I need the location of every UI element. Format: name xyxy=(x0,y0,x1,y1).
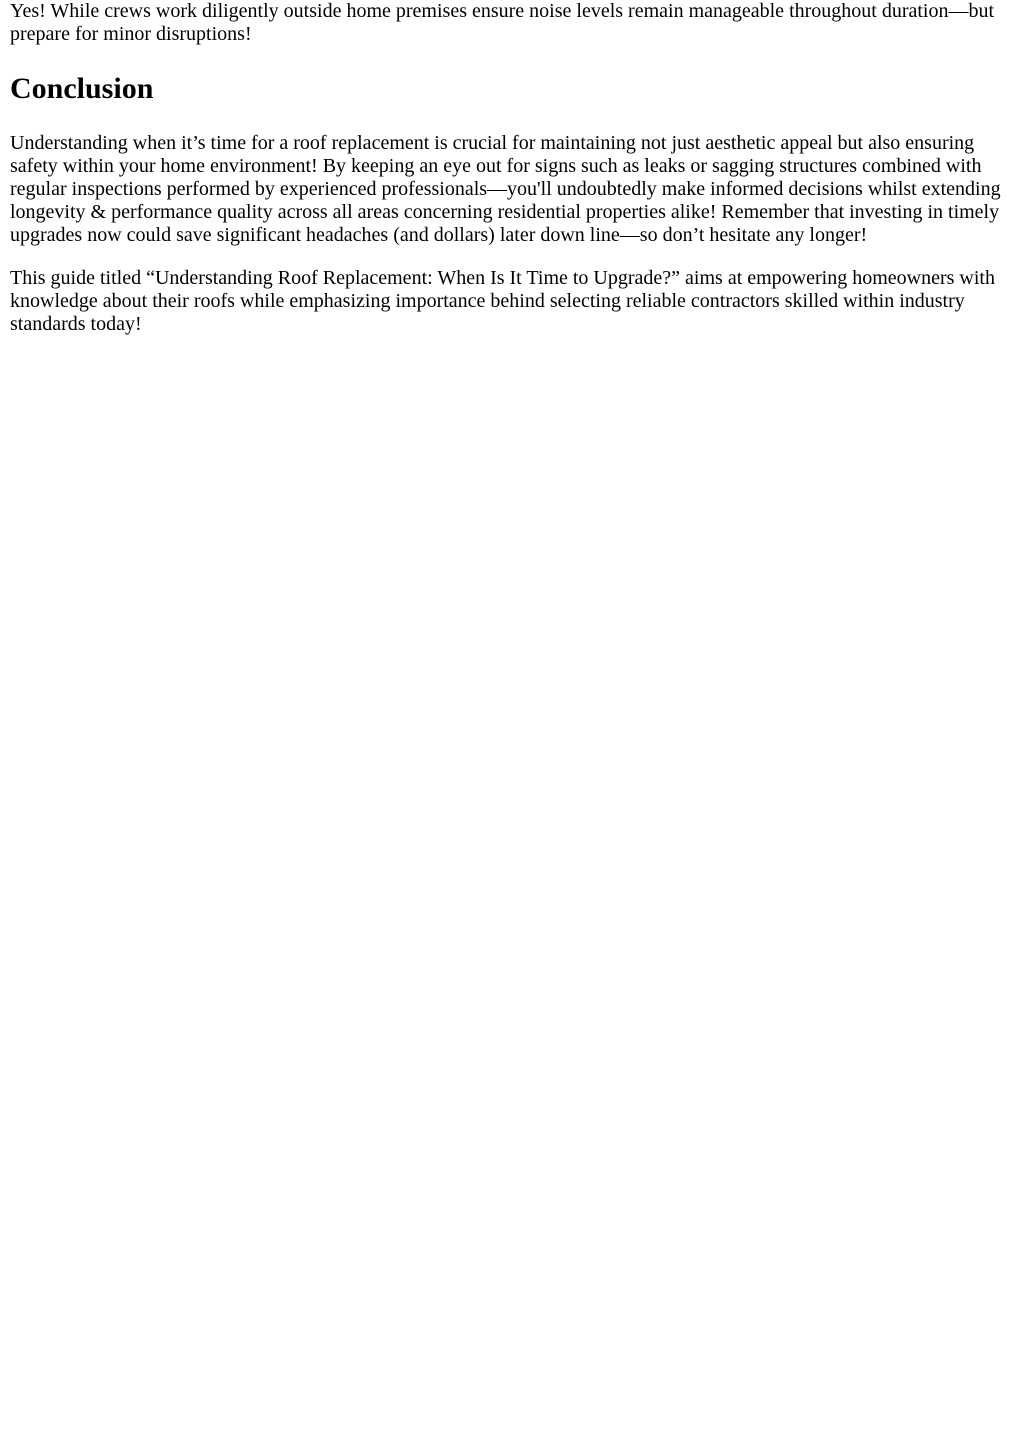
guide-summary-paragraph: This guide titled “Understanding Roof Replacement: When Is It Time to Upgrade?” aims at empowering homeowners with knowledge about their roofs while emphasizing importance behind selecting reliable contractors skilled within industry standards today! xyxy=(10,267,995,335)
intro-paragraph: Yes! While crews work diligently outside home premises ensure noise levels remain manageable throughout duration—but prepare for minor disruptions! xyxy=(10,0,995,45)
conclusion-heading: Conclusion xyxy=(10,72,154,105)
conclusion-paragraph: Understanding when it’s time for a roof replacement is crucial for maintaining not just aesthetic appeal but also ensuring safety within your home environment! By keeping an eye out for signs such as leaks or sagging structures combined with regular inspections performed by experienced professionals—you'll undoubtedly make informed decisions whilst extending longevity & performance quality across all areas concerning residential properties alike! Remember that investing in timely upgrades now could save significant headaches (and dollars) later down line—so don’t hesitate any longer! xyxy=(10,132,1001,246)
article-body xyxy=(0,0,1024,336)
